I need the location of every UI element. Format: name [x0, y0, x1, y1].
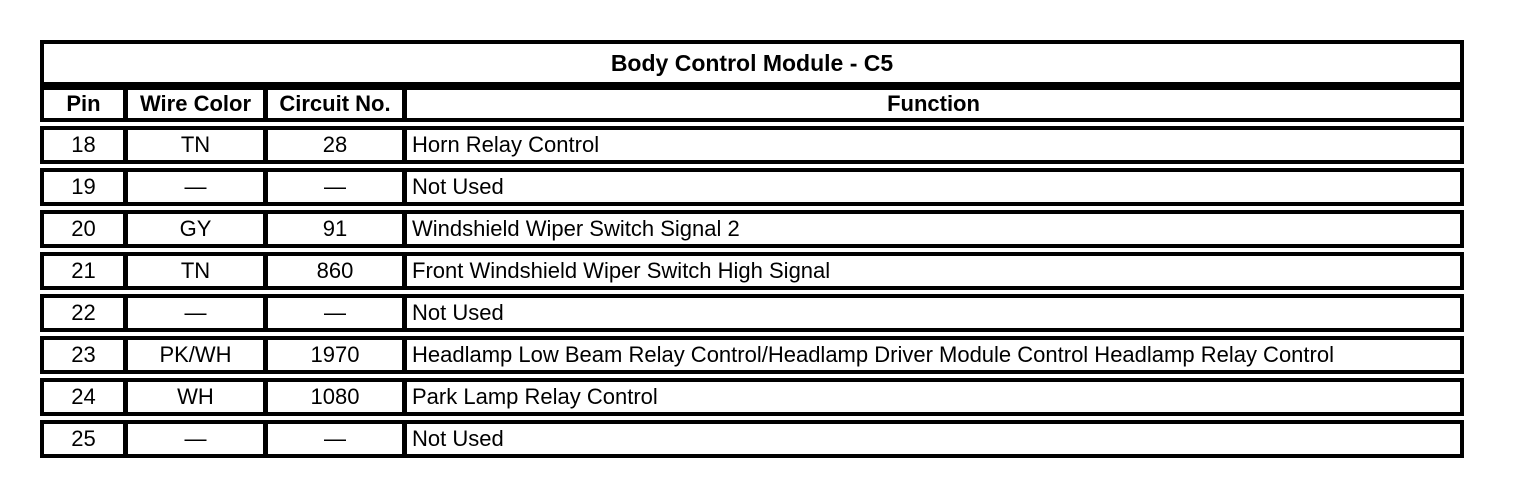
- pinout-table: [40, 40, 1464, 458]
- cell-circuit-no: 1080: [263, 382, 402, 412]
- cell-pin: 24: [71, 384, 96, 409]
- table-row: [40, 420, 1464, 458]
- cell-circuit-no: 860: [263, 256, 402, 286]
- table-row: [40, 378, 1464, 416]
- cell-pin: 21: [71, 258, 96, 283]
- table-title: Body Control Module - C5: [610, 49, 894, 76]
- table-title-row: [40, 40, 1464, 86]
- cell-circuit-no: 91: [263, 214, 402, 244]
- cell-circuit-no: —: [263, 424, 402, 454]
- cell-circuit-no: —: [263, 172, 402, 202]
- cell-function: Not Used: [402, 424, 1460, 454]
- cell-pin: 19: [71, 174, 96, 199]
- column-header-pin: Pin: [66, 91, 101, 116]
- cell-function: Headlamp Low Beam Relay Control/Headlamp Driver Module Control Headlamp Relay Control: [402, 340, 1460, 370]
- cell-wire-color: PK/WH: [123, 340, 263, 370]
- cell-function: Not Used: [402, 172, 1460, 202]
- cell-function: Horn Relay Control: [402, 130, 1460, 160]
- cell-pin: 23: [71, 342, 96, 367]
- cell-wire-color: —: [123, 298, 263, 328]
- cell-wire-color: —: [123, 172, 263, 202]
- cell-function: Windshield Wiper Switch Signal 2: [402, 214, 1460, 244]
- table-row: [40, 210, 1464, 248]
- cell-pin: 25: [71, 426, 96, 451]
- table-row: [40, 126, 1464, 164]
- cell-wire-color: GY: [123, 214, 263, 244]
- table-row: [40, 294, 1464, 332]
- table-row: [40, 252, 1464, 290]
- cell-circuit-no: —: [263, 298, 402, 328]
- cell-function: Park Lamp Relay Control: [402, 382, 1460, 412]
- cell-circuit-no: 28: [263, 130, 402, 160]
- cell-wire-color: TN: [123, 256, 263, 286]
- cell-pin: 18: [71, 132, 96, 157]
- cell-pin: 20: [71, 216, 96, 241]
- column-header-wire-color: Wire Color: [123, 90, 263, 118]
- table-row: [40, 168, 1464, 206]
- table-row: [40, 336, 1464, 374]
- column-header-circuit-no: Circuit No.: [263, 90, 402, 118]
- cell-wire-color: WH: [123, 382, 263, 412]
- table-header-row: [40, 86, 1464, 122]
- cell-function: Front Windshield Wiper Switch High Signal: [402, 256, 1460, 286]
- cell-pin: 22: [71, 300, 96, 325]
- cell-function: Not Used: [402, 298, 1460, 328]
- column-header-function: Function: [402, 90, 1460, 118]
- cell-circuit-no: 1970: [263, 340, 402, 370]
- cell-wire-color: TN: [123, 130, 263, 160]
- cell-wire-color: —: [123, 424, 263, 454]
